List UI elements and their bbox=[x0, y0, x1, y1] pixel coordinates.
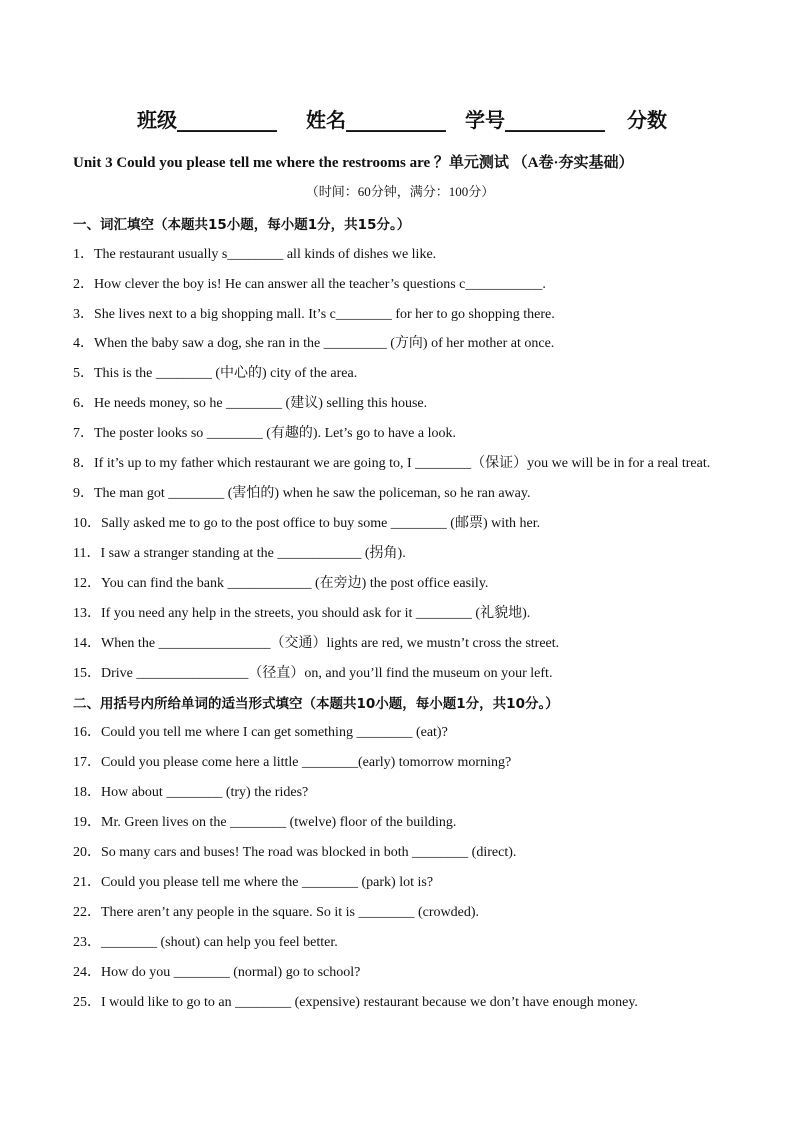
student-id-field-label: 学号__________ bbox=[465, 108, 605, 132]
question-item: 25．I would like to go to an ________ (expensive) restaurant because we don’t have enough money. bbox=[73, 995, 638, 1010]
question-item: 2．How clever the boy is! He can answer all the teacher’s questions c___________. bbox=[73, 277, 546, 292]
name-field-label: 姓名__________ bbox=[306, 108, 446, 132]
section-heading-vocabulary: 一、词汇填空（本题共15小题，每小题1分，共15分。） bbox=[73, 217, 411, 233]
question-item: 20．So many cars and buses! The road was blocked in both ________ (direct). bbox=[73, 845, 517, 860]
question-item: 14．When the ________________（交通）lights are red, we mustn’t cross the street. bbox=[73, 636, 560, 651]
question-item: 23．________ (shout) can help you feel better. bbox=[73, 935, 338, 950]
section-heading-word-forms: 二、用括号内所给单词的适当形式填空（本题共10小题，每小题1分，共10分。） bbox=[73, 696, 559, 712]
question-item: 4．When the baby saw a dog, she ran in the _________ (方向) of her mother at once. bbox=[73, 336, 555, 351]
question-item: 22．There aren’t any people in the square. So it is ________ (crowded). bbox=[73, 905, 480, 920]
question-item: 8．If it’s up to my father which restaurant we are going to, I ________（保证）you we will be in for a real treat. bbox=[73, 456, 711, 471]
class-field-label: 班级__________ bbox=[137, 108, 277, 132]
question-item: 12．You can find the bank ____________ (在旁边) the post office easily. bbox=[73, 576, 489, 591]
question-item: 18．How about ________ (try) the rides? bbox=[73, 785, 309, 800]
question-item: 21．Could you please tell me where the ________ (park) lot is? bbox=[73, 875, 434, 890]
time-info: （时间：60分钟，满分：100分） bbox=[305, 184, 495, 199]
question-item: 19．Mr. Green lives on the ________ (twelve) floor of the building. bbox=[73, 815, 457, 830]
page-title: Unit 3 Could you please tell me where the restrooms are ？单元测试 （A卷·夯实基础） bbox=[73, 155, 634, 171]
question-item: 24．How do you ________ (normal) go to school? bbox=[73, 965, 361, 980]
score-field-label: 分数 bbox=[627, 108, 667, 132]
question-item: 16．Could you tell me where I can get something ________ (eat)? bbox=[73, 725, 448, 740]
question-item: 13．If you need any help in the streets, you should ask for it ________ (礼貌地). bbox=[73, 606, 531, 621]
question-item: 10．Sally asked me to go to the post office to buy some ________ (邮票) with her. bbox=[73, 516, 541, 531]
question-item: 9．The man got ________ (害怕的) when he saw the policeman, so he ran away. bbox=[73, 486, 531, 501]
question-item: 11．I saw a stranger standing at the ____________ (拐角). bbox=[73, 546, 406, 561]
question-item: 3．She lives next to a big shopping mall. It’s c________ for her to go shopping there. bbox=[73, 307, 555, 322]
question-item: 1．The restaurant usually s________ all kinds of dishes we like. bbox=[73, 247, 437, 262]
question-item: 7．The poster looks so ________ (有趣的). Let’s go to have a look. bbox=[73, 426, 457, 441]
question-item: 15．Drive ________________（径直）on, and you’ll find the museum on your left. bbox=[73, 666, 553, 681]
question-item: 6．He needs money, so he ________ (建议) selling this house. bbox=[73, 396, 428, 411]
question-item: 5．This is the ________ (中心的) city of the area. bbox=[73, 366, 358, 381]
question-item: 17．Could you please come here a little ________(early) tomorrow morning? bbox=[73, 755, 512, 770]
